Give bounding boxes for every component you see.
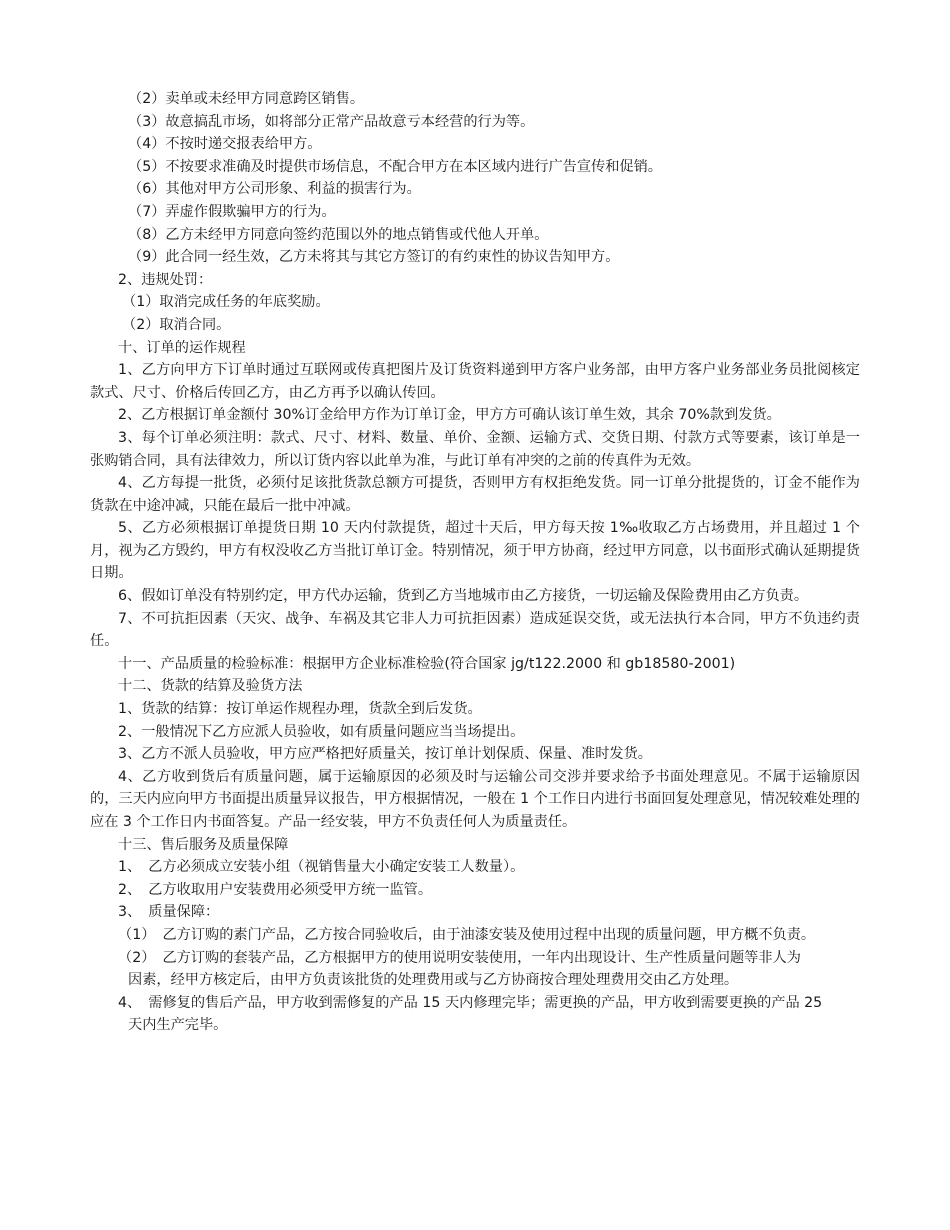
section-10-item-6: 6、假如订单没有特别约定，甲方代办运输，货到乙方当地城市由乙方接货，一切运输及保险费用由乙方负责。 (118, 588, 809, 605)
document-body (90, 88, 860, 1037)
violation-item-9: （9）此合同一经生效，乙方未将其与其它方签订的有约束性的协议告知甲方。 (128, 249, 620, 266)
quality-item-2: （2） 乙方订购的套装产品，乙方根据甲方的使用说明安装使用，一年内出现设计、生产性质量问题等非人为 (118, 949, 801, 966)
violation-item-7: （7）弄虚作假欺骗甲方的行为。 (128, 203, 336, 220)
section-10-item-7: 7、不可抗拒因素（天灾、战争、车祸及其它非人力可抗拒因素）造成延误交货，或无法执行本合同，甲方不负违约责任。 (90, 610, 860, 650)
violation-item-5: （5）不按要求准确及时提供市场信息，不配合甲方在本区域内进行广告宣传和促销。 (128, 158, 662, 175)
section-13-item-4-continued: 天内生产完毕。 (128, 1017, 228, 1034)
section-12-heading: 十二、货款的结算及验货方法 (118, 678, 303, 695)
section-10-item-1: 1、乙方向甲方下订单时通过互联网或传真把图片及订货资料递到甲方客户业务部，由甲方客户业务部业务员批阅核定款式、尺寸、价格后传回乙方，由乙方再予以确认传回。 (90, 362, 860, 401)
penalty-heading: 2、违规处罚： (118, 271, 213, 288)
section-13-item-4: 4、 需修复的售后产品，甲方收到需修复的产品 15 天内修理完毕；需更换的产品，甲方收到需要更换的产品 25 (118, 994, 823, 1011)
penalty-item-2: （2）取消合同。 (122, 316, 231, 333)
violation-item-3: （3）故意搞乱市场，如将部分正常产品故意亏本经营的行为等。 (128, 113, 535, 130)
section-12-item-2: 2、一般情况下乙方应派人员验收，如有质量问题应当当场提出。 (118, 723, 525, 740)
section-13-item-1: 1、 乙方必须成立安装小组（视销售量大小确定安装工人数量）。 (118, 859, 525, 876)
violation-item-4: （4）不按时递交报表给甲方。 (128, 136, 322, 153)
violation-item-2: （2）卖单或未经甲方同意跨区销售。 (128, 91, 365, 107)
section-13-item-2: 2、 乙方收取用户安装费用必须受甲方统一监管。 (118, 881, 433, 898)
section-12-item-3: 3、乙方不派人员验收，甲方应严格把好质量关，按订单计划保质、保量、准时发货。 (118, 746, 652, 763)
section-11: 十一、产品质量的检验标准：根据甲方企业标准检验(符合国家 jg/t122.2000 和 gb18580-2001) (118, 655, 736, 672)
section-10-heading: 十、订单的运作规程 (118, 339, 246, 356)
quality-item-1: （1） 乙方订购的素门产品，乙方按合同验收后，由于油漆安装及使用过程中出现的质量问题，甲方概不负责。 (118, 926, 816, 943)
section-12-item-4: 4、乙方收到货后有质量问题，属于运输原因的必须及时与运输公司交涉并要求给予书面处理意见。不属于运输原因的，三天内应向甲方书面提出质量异议报告，甲方根据情况，一般在 1 个工作日内进行书面回复处理意见，情况较难处理的应在 3 个工作日内书面答复。产品一经安装，甲方不负责任何人为质量责任。 (90, 768, 860, 830)
section-12-item-1: 1、货款的结算：按订单运作规程办理，货款全到后发货。 (118, 701, 482, 718)
violation-item-6: （6）其他对甲方公司形象、利益的损害行为。 (128, 181, 421, 198)
section-10-item-2: 2、乙方根据订单金额付 30%订金给甲方作为订单订金，甲方方可确认该订单生效，其余 70%款到发货。 (118, 407, 781, 424)
section-13-item-3: 3、 质量保障： (118, 904, 220, 921)
section-10-item-4: 4、乙方每提一批货，必须付足该批货款总额方可提货，否则甲方有权拒绝发货。同一订单分批提货的，订金不能作为货款在中途冲减，只能在最后一批中冲减。 (90, 475, 860, 514)
section-13-heading: 十三、售后服务及质量保障 (118, 836, 289, 853)
quality-item-2-continued: 因素，经甲方核定后，由甲方负责该批货的处理费用或与乙方协商按合理处理费用交由乙方处理。 (128, 972, 739, 989)
section-10-item-3: 3、每个订单必须注明：款式、尺寸、材料、数量、单价、金额、运输方式、交货日期、付款方式等要素，该订单是一张购销合同，具有法律效力，所以订货内容以此单为准，与此订单有冲突的之前的传真件为无效。 (90, 429, 860, 469)
section-10-item-5: 5、乙方必须根据订单提货日期 10 天内付款提货，超过十天后，甲方每天按 1‰收取乙方占场费用，并且超过 1 个月，视为乙方毁约，甲方有权没收乙方当批订单订金。特别情况，须于甲方协商，经过甲方同意，以书面形式确认延期提货日期。 (90, 520, 860, 582)
violation-item-8: （8）乙方未经甲方同意向签约范围以外的地点销售或代他人开单。 (128, 226, 549, 243)
penalty-item-1: （1）取消完成任务的年底奖励。 (122, 294, 330, 311)
